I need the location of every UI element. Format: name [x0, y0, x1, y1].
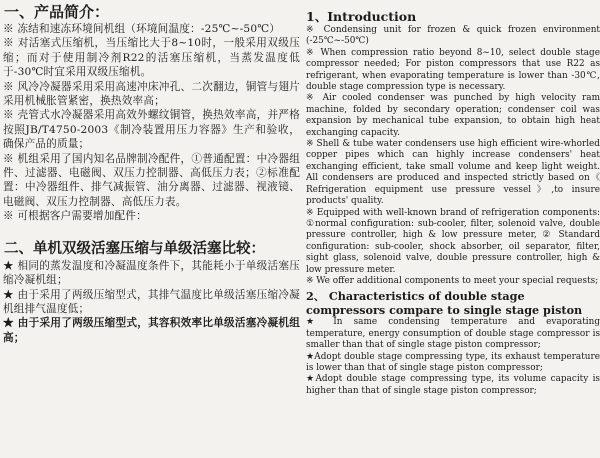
- section1-heading-cn: 一、产品简介：: [4, 3, 110, 21]
- paragraph-en-5: ※ Equipped with well-known brand of refrigeration components: ①normal configuration: sub-cooler, filter, solenoid valve, double pressure controller, high & low pressure meter, ② Standard configuration: sub-cooler, shock absorber, oil separator, filter, sight glass, solenoid valve, double pressure controller, high & low pressure meter.: [306, 207, 600, 275]
- paragraph-en-9: ★Adopt double stage compressing type, its volume capacity is higher than that of single stage piston compressor;: [306, 374, 600, 396]
- paragraph-en-1: ※ Condensing unit for frozen & quick frozen environment (-25℃~-50℃): [306, 25, 600, 47]
- paragraph-en-8: ★Adopt double stage compressing type, its exhaust temperature is lower than that of single stage piston compressor;: [306, 351, 600, 373]
- paragraph-en-2: ※ When compression ratio beyond 8~10, select double stage compressor needed; For piston compressors that use R22 as refrigerant, when evaporating temperature is lower than -30℃, double stage compression type is necessary.: [306, 47, 600, 93]
- section2-heading-en: 2、 Characteristics of double stage compressors compare to single stage piston: [306, 289, 583, 318]
- section1-heading-en: 1、Introduction: [306, 9, 417, 24]
- paragraph-cn-2: ※ 对活塞式压缩机，当压缩比大于8~10时，一般采用双级压缩；而对于使用制冷剂R22的活塞压缩机，当蒸发温度低于-30℃时宜采用双级压缩机。: [3, 37, 300, 79]
- section2-heading-cn: 二、单机双级活塞压缩与单级活塞比较：: [4, 240, 265, 257]
- paragraph-cn-1: ※ 冻结和速冻环境间机组（环境间温度：-25℃~-50℃）: [3, 23, 281, 35]
- paragraph-en-7: ★ In same condensing temperature and evaporating temperature, energy consumption of double stage compressor is smaller than that of single stage piston compressor;: [306, 317, 600, 351]
- paragraph-cn-9: ★ 由于采用了两级压缩型式，其容积效率比单级活塞冷凝机组高；: [3, 317, 300, 344]
- paragraph-cn-5: ※ 机组采用了国内知名品牌制冷配件，①普通配置：中冷器组件、过滤器、电磁阀、双压力控制器、高低压力表；②标准配置：中冷器组件、排气减振管、油分离器、过滤器、视液镜、电磁阀、双压力控制器、高低压力表。: [3, 152, 300, 208]
- paragraph-cn-3: ※ 风冷冷凝器采用采用高速冲床冲孔、二次翻边，铜管与翅片采用机械胀管紧密，换热效率高；: [3, 80, 300, 108]
- english-column: [306, 0, 600, 458]
- paragraph-en-6: ※ We offer additional components to meet your special requests;: [306, 275, 599, 286]
- paragraph-cn-6: ※ 可根据客户需要增加配件：: [3, 210, 147, 223]
- paragraph-en-4: ※ Shell & tube water condensers use high efficient wire-whorled copper pipes which can highly increase condensers' heat exchanging efficient, take small volume and keep light weight. All condensers are produced and inspected strictly based on《 Refrigeration equipment use pressure vessel》,to insure products' quality.: [306, 139, 600, 207]
- paragraph-en-3: ※ Air cooled condenser was punched by high velocity ram machine, folded by secondary operation; condenser coil was expansion by mechanical tube expansion, to obtain high heat exchanging capacity.: [306, 93, 600, 138]
- paragraph-cn-4: ※ 壳管式水冷凝器采用高效外螺纹铜管，换热效率高，并严格按照JB/T4750-2003《制冷装置用压力容器》生产和验收，确保产品的质量；: [3, 109, 300, 151]
- paragraph-cn-8: ★ 由于采用了两级压缩型式，其排气温度比单级活塞压缩冷凝机组排气温度低；: [3, 288, 300, 315]
- paragraph-cn-7: ★ 相同的蒸发温度和冷凝温度条件下，其能耗小于单级活塞压缩冷凝机组；: [3, 259, 300, 287]
